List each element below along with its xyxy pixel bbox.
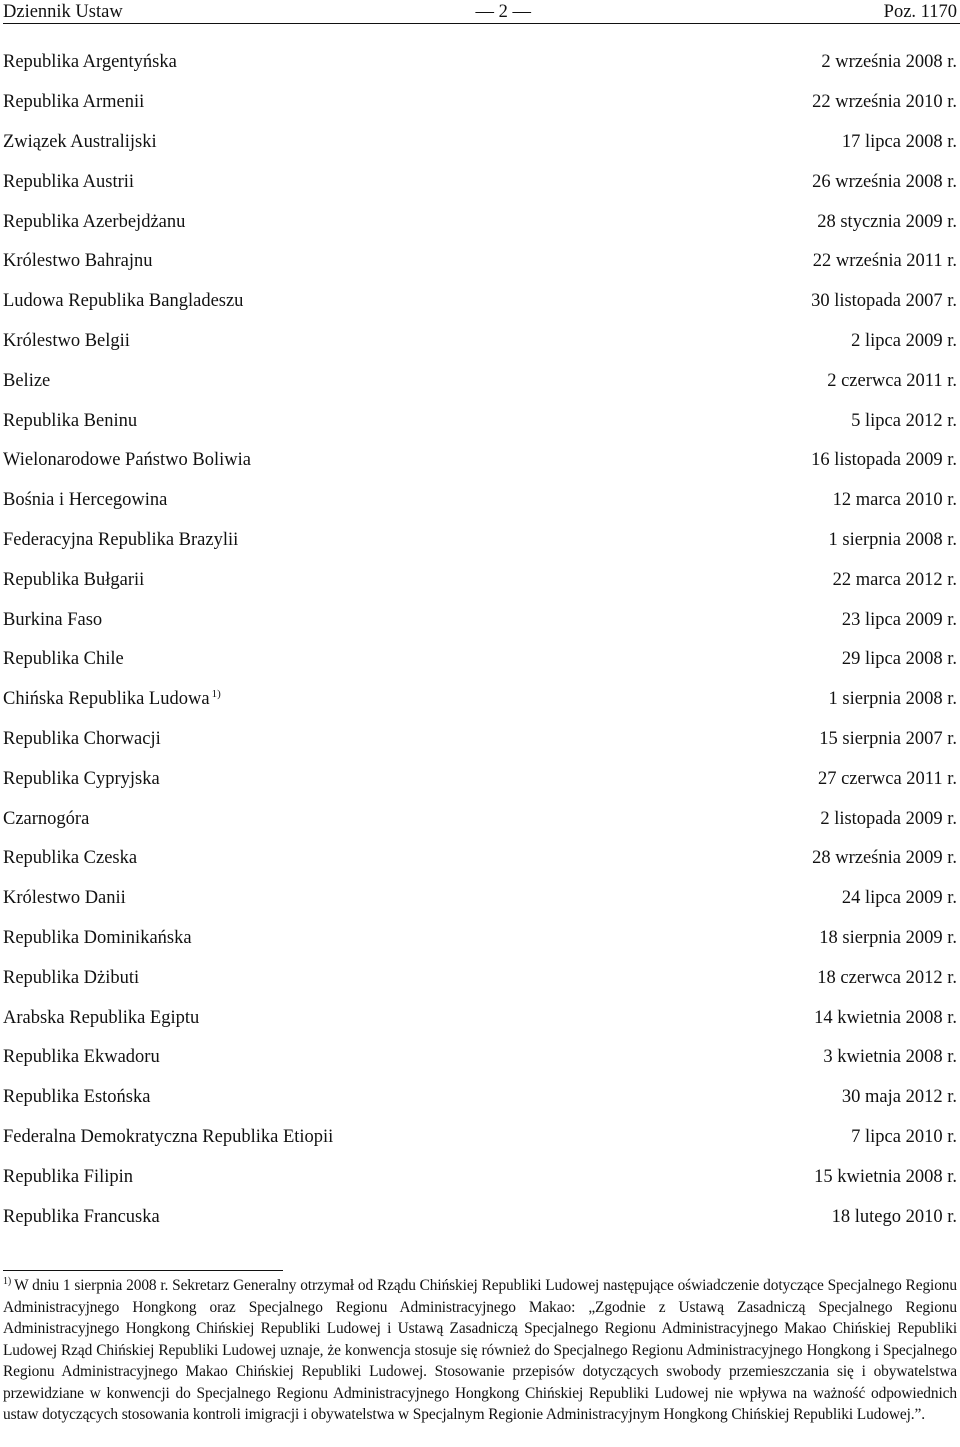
list-item (3, 361, 957, 401)
country-name-text: Belize (3, 370, 51, 391)
journal-title: Dziennik Ustaw (3, 2, 123, 22)
country-name (3, 132, 157, 153)
country-name (3, 450, 251, 471)
country-name (3, 769, 160, 790)
ratification-date: 28 stycznia 2009 r. (817, 211, 957, 232)
list-item (3, 1038, 957, 1078)
ratification-date: 1 sierpnia 2008 r. (828, 529, 957, 550)
country-name-text: Republika Cypryjska (3, 768, 160, 789)
footnote-marker: 1) (3, 1276, 12, 1287)
country-name-text: Chińska Republika Ludowa (3, 689, 210, 710)
country-name (3, 570, 144, 591)
country-name (3, 92, 144, 113)
country-name (3, 490, 167, 511)
ratification-date: 3 kwietnia 2008 r. (823, 1047, 957, 1068)
ratification-date: 14 kwietnia 2008 r. (814, 1007, 957, 1028)
country-name (3, 1087, 150, 1108)
list-item (3, 560, 957, 600)
country-name (3, 371, 50, 392)
list-item (3, 481, 957, 521)
country-name-text: Bośnia i Hercegowina (3, 490, 168, 511)
country-name (3, 1207, 160, 1228)
list-item (3, 83, 957, 123)
header-rule (3, 23, 960, 24)
list-item (3, 640, 957, 680)
list-item (3, 242, 957, 282)
list-item (3, 441, 957, 481)
country-name (3, 689, 221, 710)
footnote-rule (3, 1270, 283, 1271)
country-name (3, 52, 177, 73)
ratification-date: 27 czerwca 2011 r. (817, 768, 957, 789)
ratification-date: 24 lipca 2009 r. (841, 888, 957, 909)
ratification-date: 15 kwietnia 2008 r. (814, 1166, 957, 1187)
list-item (3, 919, 957, 959)
country-name-text: Republika Chile (3, 649, 124, 670)
page-header (3, 0, 957, 24)
country-name-text: Republika Argentyńska (3, 52, 177, 73)
list-item (3, 1118, 957, 1158)
country-name-text: Burkina Faso (3, 609, 103, 630)
list-item (3, 720, 957, 760)
country-name (3, 928, 192, 949)
country-name-text: Republika Ekwadoru (3, 1047, 160, 1068)
ratification-list (3, 43, 957, 1237)
country-name-text: Republika Dżibuti (3, 967, 140, 988)
country-name (3, 212, 185, 233)
list-item (3, 998, 957, 1038)
ratification-date: 5 lipca 2012 r. (851, 410, 957, 431)
country-name-text: Ludowa Republika Bangladeszu (3, 291, 244, 312)
ratification-date: 17 lipca 2008 r. (841, 131, 957, 152)
ratification-date: 30 listopada 2007 r. (811, 291, 957, 312)
list-item (3, 401, 957, 441)
list-item (3, 123, 957, 163)
list-item (3, 600, 957, 640)
country-name (3, 1008, 199, 1029)
list-item (3, 521, 957, 561)
country-name-text: Republika Bułgarii (3, 569, 145, 590)
country-name (3, 968, 139, 989)
ratification-date: 30 maja 2012 r. (841, 1087, 957, 1108)
country-name-text: Republika Austrii (3, 171, 135, 192)
country-name-text: Arabska Republika Egiptu (3, 1007, 200, 1028)
country-name-text: Republika Armenii (3, 92, 145, 113)
list-item (3, 1078, 957, 1118)
list-item (3, 322, 957, 362)
country-name-text: Republika Estońska (3, 1087, 151, 1108)
ratification-date: 23 lipca 2009 r. (841, 609, 957, 630)
country-name-text: Związek Australijski (3, 131, 157, 152)
ratification-date: 15 sierpnia 2007 r. (819, 728, 957, 749)
list-item (3, 202, 957, 242)
country-name-text: Republika Czeska (3, 848, 138, 869)
ratification-date: 16 listopada 2009 r. (811, 450, 957, 471)
list-item (3, 958, 957, 998)
country-name (3, 610, 102, 631)
ratification-date: 18 sierpnia 2009 r. (819, 927, 957, 948)
country-name-text: Federalna Demokratyczna Republika Etiopii (3, 1126, 334, 1147)
footnote-text: W dniu 1 sierpnia 2008 r. Sekretarz Generalny otrzymał od Rządu Chińskiej Republiki Ludowej następujące oświadczenie dotyczące Specjalnego Regionu Administracyjnego Hongkong oraz Specjalnego Regionu Administracyjnego Makao: „Zgodnie z Ustawą Zasadniczą Specjalnego Regionu Administracyjnego Hongkong Chińskiej Republiki Ludowej i Ustawą Zasadniczą Specjalnego Regionu Administracyjnego Makao Chińskiej Republiki Ludowej Rząd Chińskiej Republiki Ludowej uznaje, że konwencja stosuje się również do Specjalnego Regionu Administracyjnego Hongkong i Specjalnego Regionu Administracyjnego Makao Chińskiej Republiki Ludowej. Stosowanie przepisów dotyczących swobody przemieszczania się i obywatelstwa przewidziane w konwencji do Specjalnego Regionu Administracyjnego Hongkong Chińskiej Republiki Ludowej nie wpływa na ważność odpowiednich ustaw dotyczących stosowania kontroli imigracji i obywatelstwa w Specjalnym Regionie Administracyjnym Hongkong Chińskiej Republiki Ludowej.”. (3, 1277, 957, 1423)
list-item (3, 879, 957, 919)
page-number: — 2 — (475, 2, 531, 22)
country-name (3, 530, 238, 551)
list-item (3, 799, 957, 839)
ratification-date: 18 czerwca 2012 r. (817, 967, 957, 988)
list-item (3, 1157, 957, 1197)
ratification-date: 7 lipca 2010 r. (851, 1126, 957, 1147)
list-item (3, 839, 957, 879)
country-name-text: Wielonarodowe Państwo Boliwia (3, 450, 251, 471)
country-name (3, 331, 130, 352)
country-name-text: Republika Francuska (3, 1206, 160, 1227)
country-name (3, 291, 243, 312)
position-number: Poz. 1170 (883, 2, 957, 22)
ratification-date: 29 lipca 2008 r. (841, 649, 957, 670)
list-item (3, 680, 957, 720)
country-name (3, 172, 134, 193)
list-item (3, 43, 957, 83)
country-name-text: Federacyjna Republika Brazylii (3, 529, 239, 550)
country-name-text: Republika Chorwacji (3, 728, 161, 749)
list-item (3, 1197, 957, 1237)
ratification-date: 22 września 2011 r. (812, 251, 957, 272)
country-name-text: Republika Filipin (3, 1166, 134, 1187)
country-name-text: Republika Dominikańska (3, 927, 192, 948)
country-name (3, 411, 137, 432)
ratification-date: 2 września 2008 r. (821, 52, 957, 73)
country-name (3, 251, 153, 272)
country-name-text: Królestwo Bahrajnu (3, 251, 153, 272)
ratification-date: 26 września 2008 r. (812, 171, 957, 192)
country-name (3, 1047, 160, 1068)
list-item (3, 759, 957, 799)
country-name-text: Republika Beninu (3, 410, 138, 431)
country-name-text: Królestwo Danii (3, 888, 126, 909)
country-name (3, 888, 126, 909)
ratification-date: 22 marca 2012 r. (832, 569, 957, 590)
country-name (3, 729, 161, 750)
ratification-date: 2 lipca 2009 r. (851, 330, 957, 351)
ratification-date: 2 listopada 2009 r. (820, 808, 957, 829)
list-item (3, 282, 957, 322)
list-item (3, 162, 957, 202)
country-name-text: Królestwo Belgii (3, 330, 130, 351)
ratification-date: 12 marca 2010 r. (832, 490, 957, 511)
ratification-date: 18 lutego 2010 r. (831, 1206, 957, 1227)
country-name (3, 809, 89, 830)
country-name (3, 848, 137, 869)
country-name (3, 1167, 133, 1188)
country-name-text: Republika Azerbejdżanu (3, 211, 186, 232)
country-name (3, 649, 124, 670)
footnote (3, 1275, 957, 1426)
ratification-date: 1 sierpnia 2008 r. (828, 689, 957, 710)
footnote-reference: 1) (211, 688, 221, 701)
ratification-date: 28 września 2009 r. (812, 848, 957, 869)
country-name-text: Czarnogóra (3, 808, 90, 829)
country-name (3, 1127, 333, 1148)
ratification-date: 22 września 2010 r. (812, 92, 957, 113)
ratification-date: 2 czerwca 2011 r. (827, 370, 957, 391)
